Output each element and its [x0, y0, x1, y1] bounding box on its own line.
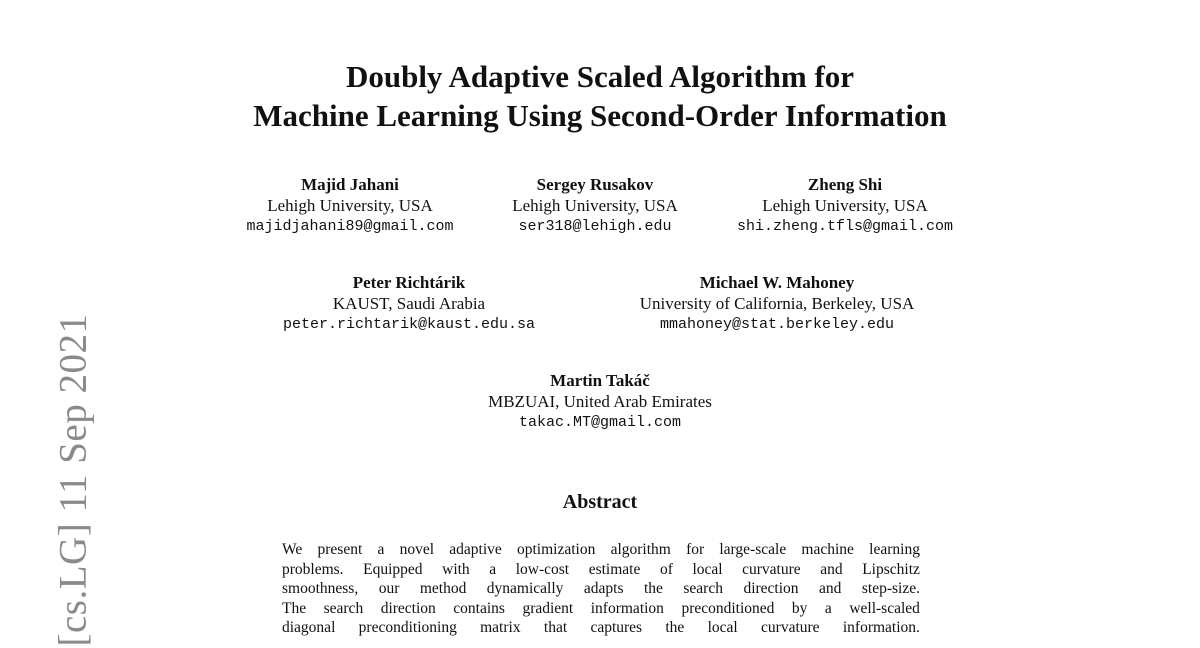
- author-email[interactable]: majidjahani89@gmail.com: [246, 218, 454, 235]
- author-name: Peter Richtárik: [352, 273, 466, 292]
- abstract-word: machine: [801, 541, 854, 558]
- author-email[interactable]: shi.zheng.tfls@gmail.com: [736, 218, 954, 235]
- abstract-word: optimization: [516, 541, 596, 558]
- abstract-line: [282, 540, 920, 560]
- abstract-word: preconditioned: [681, 599, 775, 617]
- abstract-word: our: [378, 580, 400, 597]
- author-affiliation: KAUST, Saudi Arabia: [332, 294, 486, 313]
- abstract-word: captures: [590, 619, 643, 636]
- abstract-line: [282, 618, 920, 638]
- abstract-heading: Abstract: [562, 491, 638, 513]
- author-block-richtarik: [283, 272, 535, 335]
- abstract-word: and: [819, 580, 842, 597]
- abstract-word: preconditioning: [358, 619, 457, 636]
- abstract-word: adapts: [583, 580, 624, 597]
- author-affiliation: Lehigh University, USA: [267, 196, 433, 215]
- abstract-word: Lipschitz: [862, 560, 920, 578]
- abstract-word: the: [665, 619, 685, 636]
- abstract-line: [282, 560, 920, 580]
- paper-title: [0, 57, 1200, 135]
- abstract-word: by: [791, 599, 808, 617]
- abstract-word: that: [543, 619, 568, 636]
- abstract-word: algorithm: [610, 541, 671, 558]
- author-affiliation: MBZUAI, United Arab Emirates: [488, 392, 712, 411]
- author-affiliation: Lehigh University, USA: [512, 196, 678, 215]
- author-name: Michael W. Mahoney: [699, 273, 855, 292]
- abstract-line: [282, 599, 920, 619]
- abstract-word: well-scaled: [849, 599, 920, 617]
- abstract-word: local: [707, 619, 738, 636]
- abstract-word: estimate: [588, 560, 641, 578]
- abstract-word: local: [692, 560, 723, 578]
- abstract-word: with: [442, 560, 470, 578]
- author-email[interactable]: mmahoney@stat.berkeley.edu: [659, 316, 895, 333]
- abstract-word: method: [419, 580, 467, 597]
- abstract-word: problems.: [282, 560, 344, 578]
- abstract-word: curvature: [761, 619, 820, 636]
- author-name: Sergey Rusakov: [536, 175, 654, 194]
- abstract-word: a: [377, 541, 385, 558]
- abstract-body: [282, 540, 920, 638]
- author-block-shi: [737, 174, 953, 237]
- abstract-word: step-size.: [861, 580, 920, 597]
- abstract-word: curvature: [742, 560, 801, 578]
- abstract-word: a: [489, 560, 497, 578]
- author-name: Martin Takáč: [550, 371, 650, 390]
- abstract-word: We: [282, 541, 303, 558]
- author-affiliation: Lehigh University, USA: [762, 196, 928, 215]
- abstract-word: large-scale: [719, 541, 787, 558]
- abstract-word: gradient: [522, 599, 574, 617]
- abstract-word: direction: [743, 580, 799, 597]
- abstract-word: learning: [869, 541, 920, 558]
- abstract-word: Equipped: [363, 560, 423, 578]
- abstract-word: contains: [453, 599, 505, 617]
- abstract-word: dynamically: [486, 580, 564, 597]
- author-name: Majid Jahani: [301, 175, 399, 194]
- abstract-word: for: [686, 541, 705, 558]
- author-block-jahani: [246, 174, 453, 237]
- abstract-word: search: [683, 580, 723, 597]
- abstract-word: low-cost: [515, 560, 570, 578]
- author-block-rusakov: [512, 174, 678, 237]
- abstract-word: the: [643, 580, 663, 597]
- arxiv-identifier-stamp: [cs.LG] 11 Sep 2021: [51, 313, 95, 647]
- abstract-word: and: [820, 560, 843, 578]
- abstract-word: diagonal: [282, 619, 336, 636]
- abstract-word: information.: [842, 619, 920, 636]
- abstract-word: of: [659, 560, 673, 578]
- title-line-2: Machine Learning Using Second-Order Information: [253, 98, 947, 133]
- abstract-word: direction: [380, 599, 436, 617]
- abstract-word: information: [590, 599, 664, 617]
- abstract-word: smoothness,: [282, 580, 359, 597]
- author-block-mahoney: [640, 272, 915, 335]
- abstract-word: The: [282, 599, 307, 617]
- author-email[interactable]: takac.MT@gmail.com: [518, 414, 682, 431]
- author-block-takac: [488, 370, 712, 433]
- abstract-line: [282, 579, 920, 599]
- title-line-1: Doubly Adaptive Scaled Algorithm for: [345, 59, 855, 94]
- abstract-word: search: [323, 599, 364, 617]
- abstract-word: present: [317, 541, 363, 558]
- abstract-word: matrix: [480, 619, 521, 636]
- abstract-word: adaptive: [449, 541, 502, 558]
- author-email[interactable]: peter.richtarik@kaust.edu.sa: [282, 316, 536, 333]
- abstract-word: novel: [399, 541, 435, 558]
- abstract-word: a: [824, 599, 832, 617]
- author-email[interactable]: ser318@lehigh.edu: [518, 218, 672, 235]
- author-affiliation: University of California, Berkeley, USA: [639, 294, 915, 313]
- author-name: Zheng Shi: [807, 175, 883, 194]
